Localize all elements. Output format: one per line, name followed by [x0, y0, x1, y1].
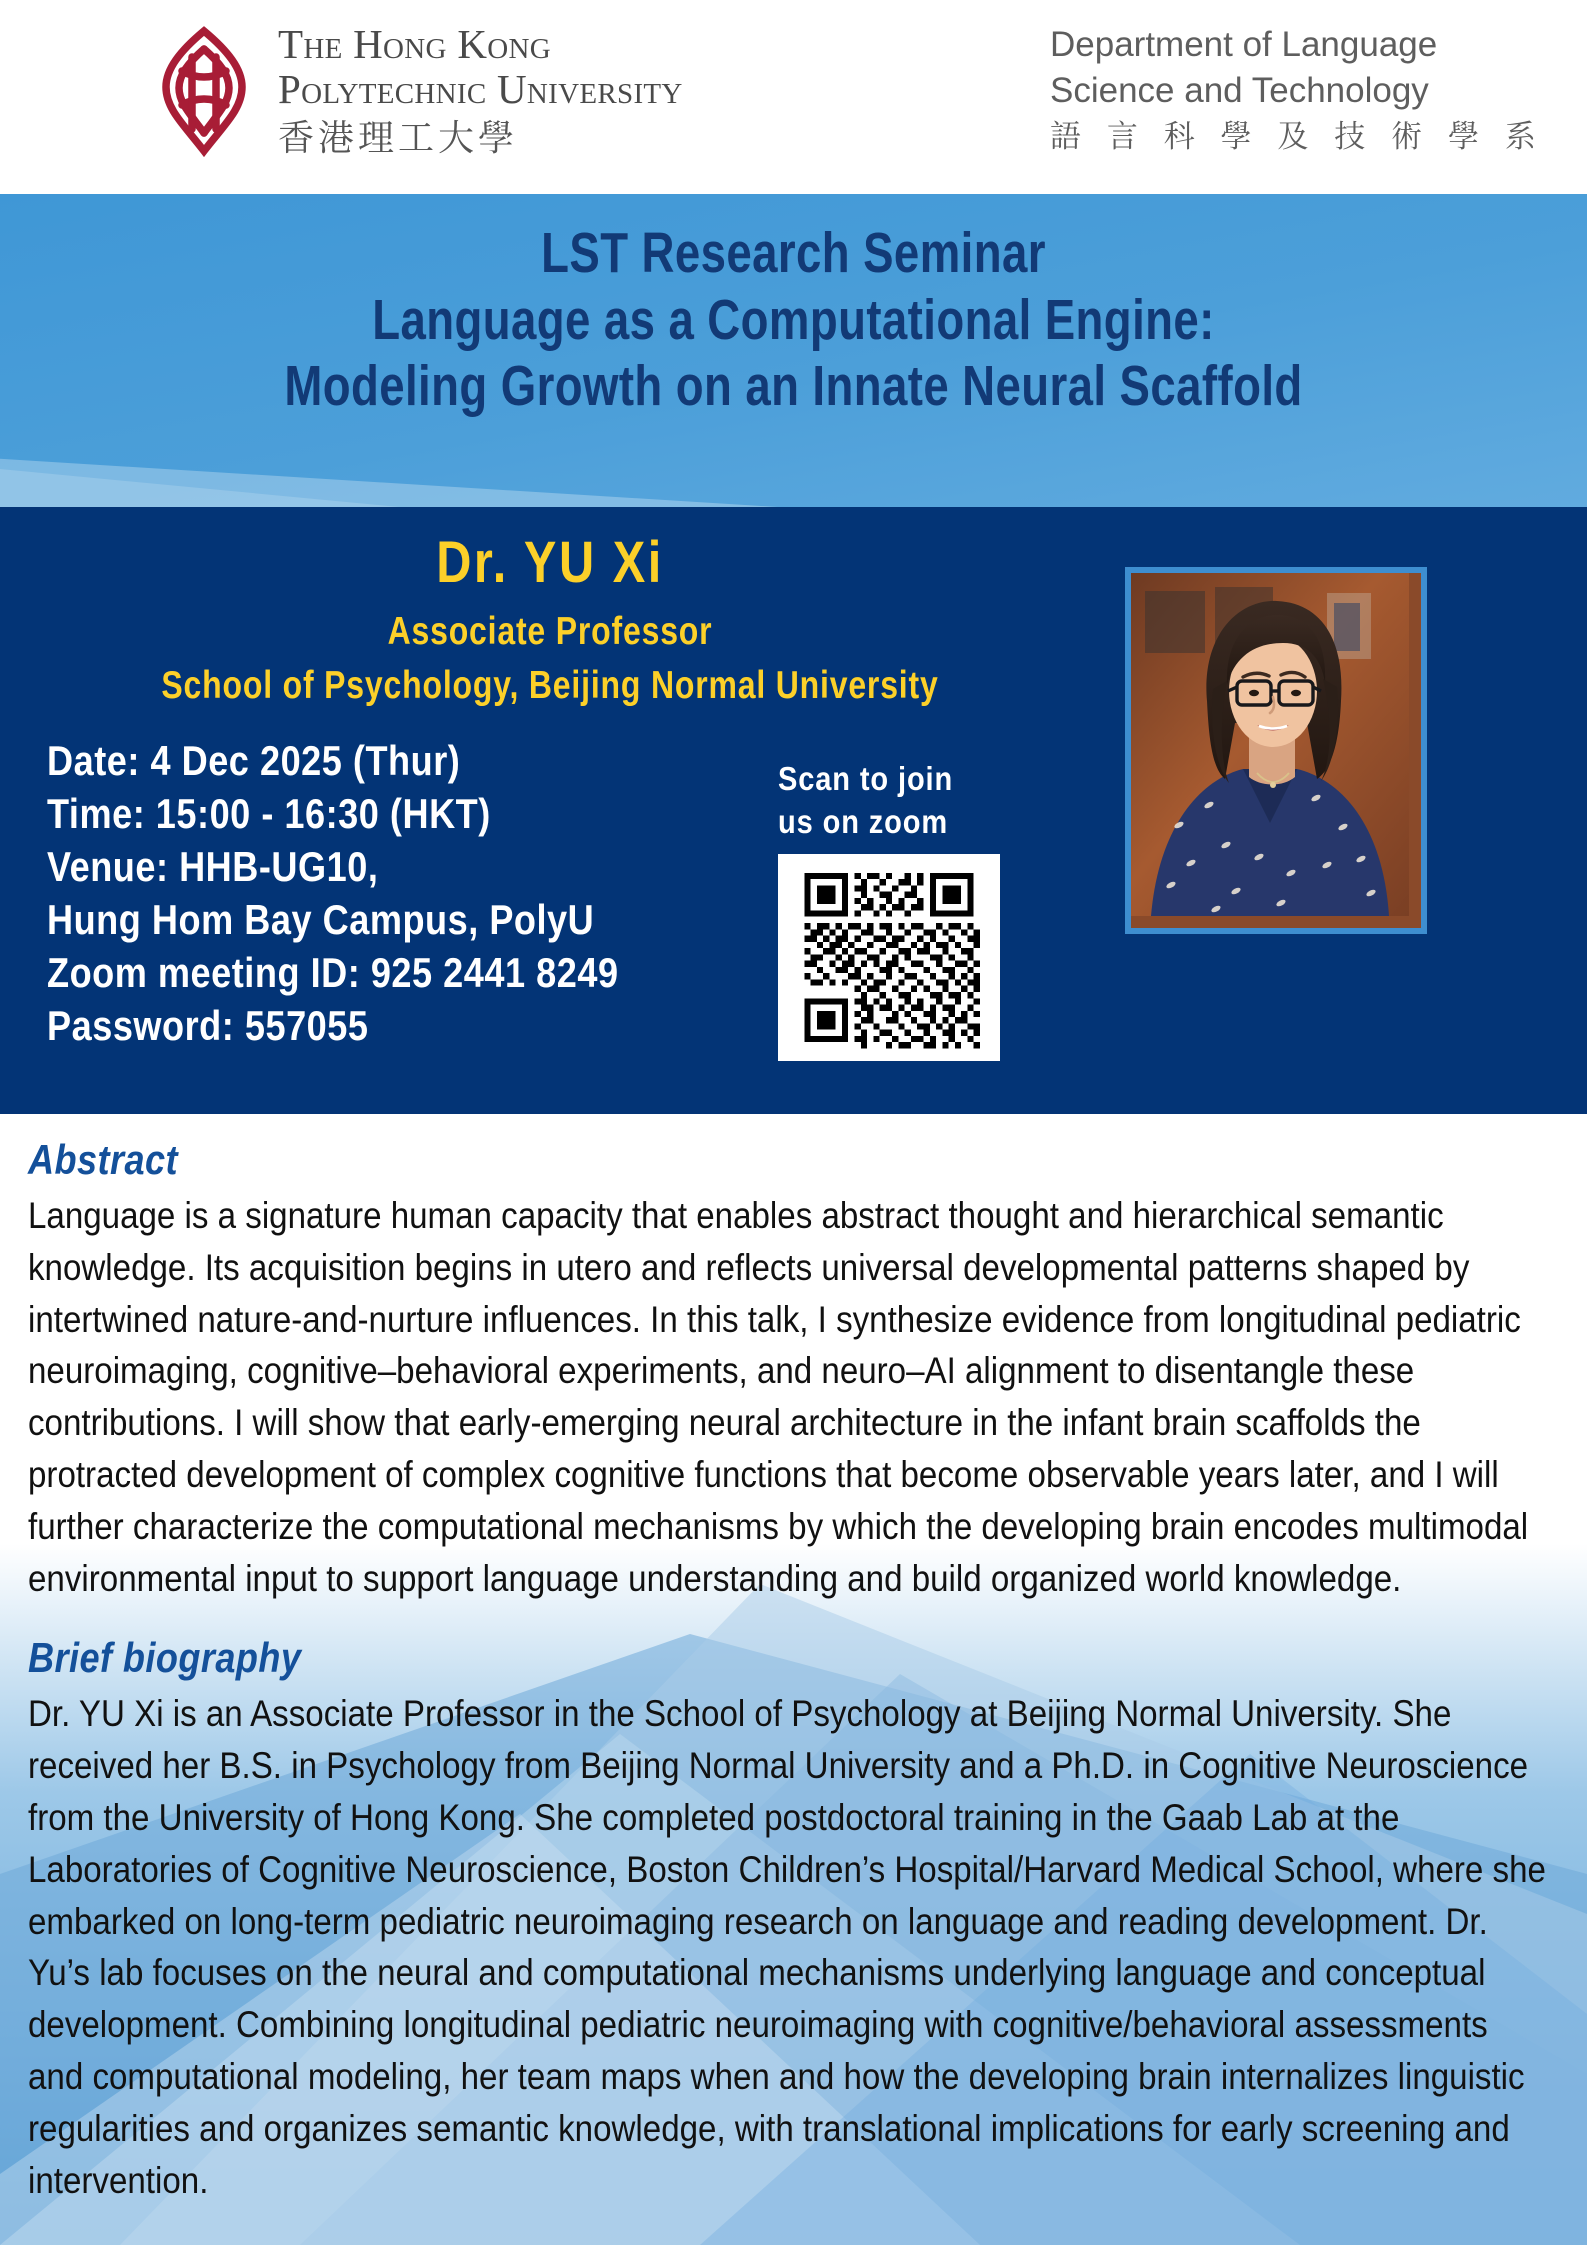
qr-code-icon[interactable] [778, 854, 1000, 1061]
text-content [0, 1114, 1587, 2206]
qr-section [778, 760, 1000, 1061]
university-name-chinese: 香港理工大學 [278, 117, 519, 159]
department-line2: Science and Technology [1050, 71, 1429, 111]
poster-body [0, 1114, 1587, 2245]
speaker-photo-illustration [1131, 573, 1409, 916]
event-time: Time: 15:00 - 16:30 (HKT) [47, 789, 491, 837]
qr-caption-line1: Scan to join [778, 760, 954, 797]
seminar-series-title: LST Research Seminar [541, 221, 1046, 285]
event-details [47, 735, 712, 1052]
seminar-title-banner [0, 194, 1587, 507]
polyu-knot-logo-icon [152, 25, 256, 157]
seminar-title-line-1: Language as a Computational Engine: [372, 287, 1215, 352]
speaker-name: Dr. YU Xi [436, 530, 664, 595]
university-name-line1: The Hong Kong [278, 21, 551, 67]
seminar-title-line-2: Modeling Growth on an Innate Neural Scaffold [284, 354, 1303, 419]
speaker-position: Associate Professor [387, 610, 713, 653]
section-spacer [28, 1604, 1551, 1634]
event-date: Date: 4 Dec 2025 (Thur) [47, 737, 461, 784]
biography-heading: Brief biography [28, 1634, 302, 1682]
speaker-portrait [1125, 567, 1427, 934]
polyu-logo-block [152, 22, 683, 161]
abstract-text: Language is a signature human capacity that enables abstract thought and hierarchical semantic knowledge. Its acquisition begins in utero and reflects universal developmental patterns shaped by intertwined nature-and-nurture influences. In this talk, I synthesize evidence from longitudinal pediatric neuroimaging, cognitive–behavioral experiments, and neuro–AI alignment to disentangle these contributions. I will show that early-emerging neural architecture in the infant brain scaffolds the protracted development of complex cognitive functions that become observable years later, and I will further characterize the computational mechanisms by which the developing brain encodes multimodal environmental input to support language understanding and build organized world knowledge. [28, 1195, 1529, 1599]
department-line1: Department of Language [1050, 25, 1438, 64]
university-name-line2: Polytechnic University [278, 66, 683, 113]
title-stack [0, 194, 1587, 420]
page-header [0, 0, 1587, 194]
biography-text: Dr. YU Xi is an Associate Professor in the School of Psychology at Beijing Normal University. She received her B.S. in Psychology from Beijing Normal University and a Ph.D. in Cognitive Neuroscience from the University of Hong Kong. She completed postdoctoral training in the Gaab Lab at the Laboratories of Cognitive Neuroscience, Boston Children’s Hospital/Harvard Medical School, where she embarked on long-term pediatric neuroimaging research on language and reading development. Dr. Yu’s lab focuses on the neural and computational mechanisms underlying language and conceptual development. Combining longitudinal pediatric neuroimaging with cognitive/behavioral assessments and computational modeling, her team maps when and how the developing brain internalizes linguistic regularities and organizes semantic knowledge, with translational implications for early screening and intervention. [28, 1693, 1546, 2201]
qr-caption-line2: us on zoom [778, 802, 949, 840]
zoom-password: Password: 557055 [47, 1001, 369, 1049]
abstract-heading: Abstract [28, 1136, 178, 1183]
department-block [1050, 22, 1544, 159]
event-venue: Venue: HHB-UG10, [47, 842, 379, 890]
department-chinese: 語 言 科 學 及 技 術 學 系 [1050, 119, 1544, 156]
zoom-qr-code[interactable] [778, 854, 1000, 1061]
polyu-wordmark [278, 22, 683, 161]
speaker-affiliation: School of Psychology, Beijing Normal University [161, 664, 939, 707]
event-venue-campus: Hung Hom Bay Campus, PolyU [47, 895, 595, 943]
zoom-meeting-id: Zoom meeting ID: 925 2441 8249 [47, 948, 619, 996]
